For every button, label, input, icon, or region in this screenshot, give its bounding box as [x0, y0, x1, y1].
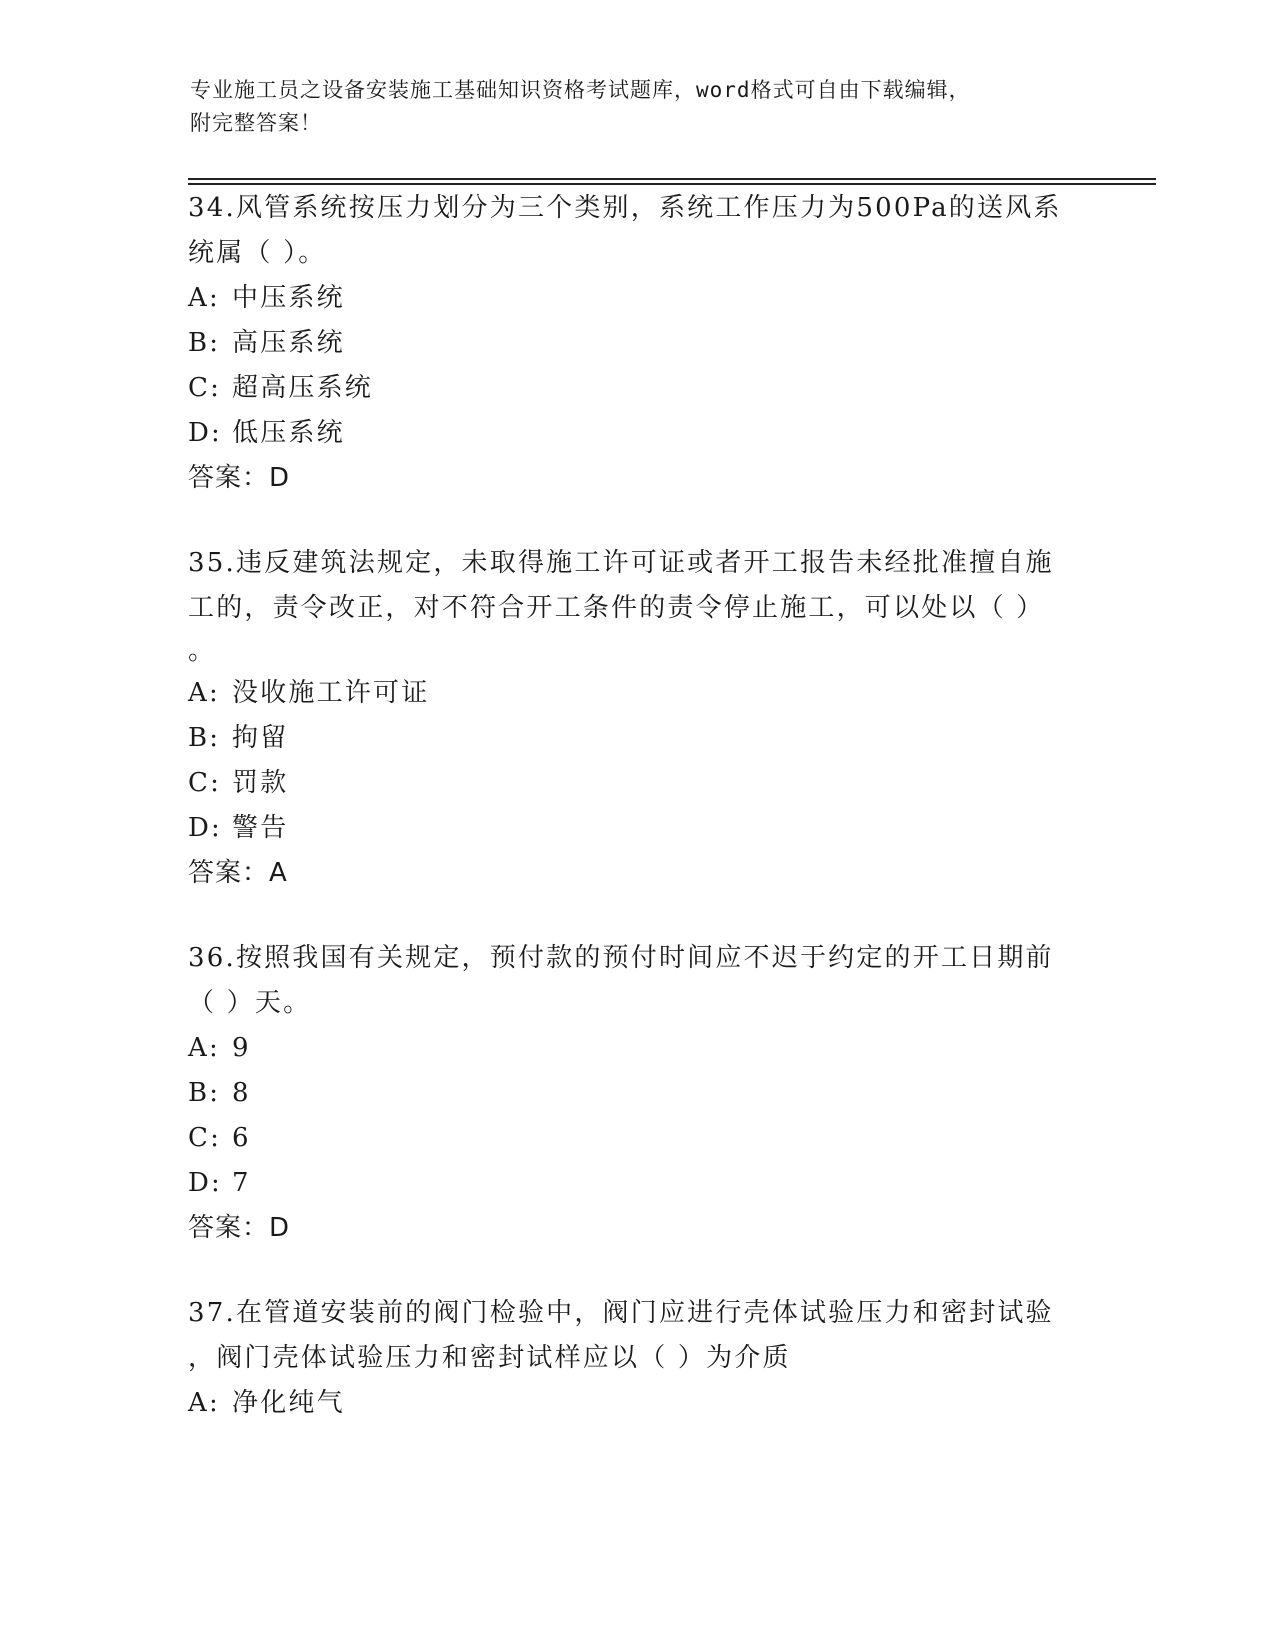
option-text: 拘留: [232, 723, 289, 753]
question-stem-line: 统属（ ）。: [188, 238, 327, 268]
header-line-1: 专业施工员之设备安装施工基础知识资格考试题库，word格式可自由下载编辑，: [190, 78, 971, 102]
option-text: 没收施工许可证: [232, 678, 430, 708]
option-letter: A:: [188, 1033, 220, 1063]
option-text: 超高压系统: [232, 373, 374, 403]
option-text: 8: [232, 1078, 251, 1108]
option-text: 罚款: [232, 768, 289, 798]
option-letter: D:: [188, 813, 223, 843]
option-letter: B:: [188, 328, 221, 358]
option-text: 低压系统: [232, 418, 345, 448]
option-a: [188, 276, 1088, 321]
option-d: [188, 411, 1088, 456]
option-letter: A:: [188, 678, 220, 708]
option-text: 中压系统: [232, 283, 345, 313]
question-stem-line: 35.违反建筑法规定，未取得施工许可证或者开工报告未经批准擅自施: [188, 548, 1054, 578]
question-stem-line: 36.按照我国有关规定，预付款的预付时间应不迟于约定的开工日期前: [188, 943, 1054, 973]
option-text: 高压系统: [232, 328, 345, 358]
header-line-2: 附完整答案！: [190, 111, 322, 135]
option-text: 9: [232, 1033, 251, 1063]
option-text: 6: [232, 1123, 251, 1153]
question-stem-line: 34.风管系统按压力划分为三个类别，系统工作压力为500Pa的送风系: [188, 193, 1062, 223]
option-letter: D:: [188, 418, 223, 448]
answer-line: 答案：D: [188, 1213, 291, 1243]
option-letter: B:: [188, 1078, 221, 1108]
option-letter: D:: [188, 1168, 223, 1198]
question-36: [188, 936, 1088, 1251]
question-37: [188, 1291, 1088, 1426]
option-b: [188, 1071, 1088, 1116]
option-letter: C:: [188, 768, 222, 798]
option-letter: B:: [188, 723, 221, 753]
header-divider-top: [188, 178, 1156, 180]
option-c: [188, 1116, 1088, 1161]
option-text: 警告: [232, 813, 289, 843]
question-list: [188, 186, 1088, 1466]
question-34: [188, 186, 1088, 501]
header-divider-bottom: [188, 183, 1156, 185]
option-letter: A:: [188, 1388, 220, 1418]
option-letter: C:: [188, 1123, 222, 1153]
option-b: [188, 716, 1088, 761]
option-b: [188, 321, 1088, 366]
option-a: [188, 671, 1088, 716]
option-a: [188, 1026, 1088, 1071]
option-d: [188, 1161, 1088, 1206]
option-text: 7: [232, 1168, 251, 1198]
document-header: [190, 74, 1080, 140]
answer-line: 答案：D: [188, 463, 291, 493]
option-letter: C:: [188, 373, 222, 403]
option-c: [188, 366, 1088, 411]
question-35: [188, 541, 1088, 896]
option-d: [188, 806, 1088, 851]
question-stem-line: （ ）天。: [188, 988, 312, 1018]
option-text: 净化纯气: [232, 1388, 345, 1418]
question-stem-line: 工的，责令改正，对不符合开工条件的责令停止施工，可以处以（ ）: [188, 593, 1045, 623]
question-stem-line: 。: [188, 636, 217, 666]
option-letter: A:: [188, 283, 220, 313]
question-stem-line: 37.在管道安装前的阀门检验中，阀门应进行壳体试验压力和密封试验: [188, 1298, 1054, 1328]
question-stem-line: ，阀门壳体试验压力和密封试样应以（ ）为介质: [188, 1343, 791, 1373]
option-c: [188, 761, 1088, 806]
answer-line: 答案：A: [188, 858, 288, 888]
option-a: [188, 1381, 1088, 1426]
